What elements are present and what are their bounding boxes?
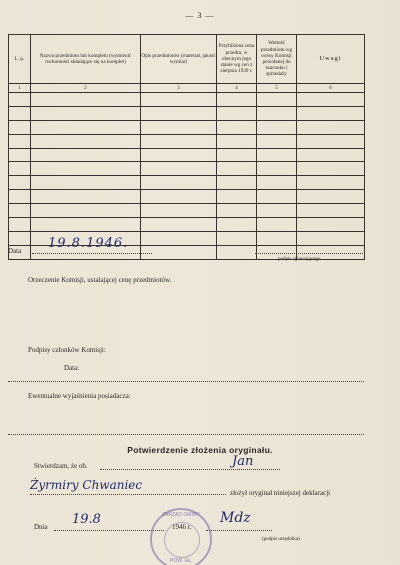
- table-cell: [141, 134, 217, 148]
- table-cell: [217, 190, 257, 204]
- table-row: [9, 176, 365, 190]
- table-cell: [297, 218, 365, 232]
- table-cell: [217, 93, 257, 107]
- official-stamp: [150, 508, 212, 565]
- table-cell: [31, 106, 141, 120]
- table-cell: [141, 218, 217, 232]
- stamp-text-top: ZARZĄD GMINY: [162, 512, 200, 518]
- table-cell: [31, 204, 141, 218]
- table-cell: [9, 218, 31, 232]
- commission-dotted-line: [8, 381, 364, 382]
- table-cell: [9, 162, 31, 176]
- date-label: Data: [8, 247, 22, 255]
- handwritten-name: Jan: [232, 454, 254, 469]
- table-cell: [9, 93, 31, 107]
- table-cell: [217, 231, 257, 245]
- names-dotted-line: [30, 494, 226, 495]
- table-cell: [217, 218, 257, 232]
- table-cell: [217, 120, 257, 134]
- table-cell: [257, 120, 297, 134]
- table-cell: [31, 148, 141, 162]
- table-cell: [217, 245, 257, 259]
- table-cell: [141, 106, 217, 120]
- table-cell: [257, 218, 297, 232]
- header-price-1939: Przybliżona cena przedm. w obecnym jego stanie wg cen z sierpnia 1939 r.: [217, 35, 257, 84]
- explanations-dotted-line: [8, 434, 364, 435]
- table-cell: [31, 93, 141, 107]
- table-cell: [297, 93, 365, 107]
- confirmation-statement-suffix: złożył oryginał niniejszej deklaracji: [230, 489, 331, 497]
- page-number: — 3 —: [185, 11, 215, 20]
- column-number: 4: [217, 84, 257, 93]
- table-cell: [257, 204, 297, 218]
- table-cell: [31, 190, 141, 204]
- commission-signatures-label: Podpisy członków Komisji:: [28, 346, 106, 354]
- handwritten-date: 19.8.1946.: [48, 236, 129, 251]
- table-row: [9, 120, 365, 134]
- header-item-name: Nazwa przedmiotu lub kompletu (wymienić ruchomości składające się na komplet): [31, 35, 141, 84]
- table-cell: [9, 176, 31, 190]
- table-row: [9, 218, 365, 232]
- table-cell: [31, 134, 141, 148]
- applicant-signature-line: [255, 253, 363, 254]
- confirmation-statement-prefix: Stwierdzam, że ob.: [34, 462, 88, 470]
- clerk-signature-line: [206, 530, 272, 531]
- table-cell: [257, 93, 297, 107]
- table-cell: [217, 148, 257, 162]
- column-number: 2: [31, 84, 141, 93]
- date-dotted-line: [32, 253, 152, 254]
- table-cell: [31, 218, 141, 232]
- applicant-signature-caption: podpis zgłaszającego: [278, 257, 321, 262]
- table-header-row: [9, 35, 365, 84]
- table-cell: [217, 176, 257, 190]
- table-row: [9, 148, 365, 162]
- header-description: Opis przedmiotów (materiał, jakość wymiar): [141, 35, 217, 84]
- table-cell: [9, 148, 31, 162]
- table-cell: [141, 162, 217, 176]
- table-cell: [217, 162, 257, 176]
- table-cell: [257, 106, 297, 120]
- table-row: [9, 134, 365, 148]
- table-cell: [257, 176, 297, 190]
- table-cell: [31, 176, 141, 190]
- table-row: [9, 106, 365, 120]
- table-cell: [257, 148, 297, 162]
- table-cell: [141, 93, 217, 107]
- table-cell: [257, 190, 297, 204]
- commission-date-label: Data:: [64, 364, 80, 372]
- commission-opinion-label: Orzeczenie Komisji, ustalającej cenę przedmiotów.: [28, 276, 172, 284]
- table-cell: [31, 162, 141, 176]
- table-cell: [9, 231, 31, 245]
- table-cell: [141, 190, 217, 204]
- table-cell: [217, 204, 257, 218]
- table-cell: [141, 148, 217, 162]
- table-cell: [297, 190, 365, 204]
- clerk-signature-caption: (podpis urzędnika): [262, 537, 300, 542]
- table-cell: [217, 134, 257, 148]
- table-cell: [9, 106, 31, 120]
- stamp-emblem: [164, 522, 200, 558]
- table-cell: [297, 120, 365, 134]
- table-cell: [141, 204, 217, 218]
- header-commission-value: Wartość przedmiotu wg oceny Komisji powołanej do szacunku i sprzedaży: [257, 35, 297, 84]
- table-cell: [9, 204, 31, 218]
- header-lp: L. p.: [9, 35, 31, 84]
- citizen-name-line: [100, 469, 280, 470]
- table-cell: [31, 120, 141, 134]
- column-number: 1: [9, 84, 31, 93]
- table-row: [9, 162, 365, 176]
- table-cell: [141, 176, 217, 190]
- table-cell: [141, 231, 217, 245]
- table-cell: [297, 134, 365, 148]
- column-number: 5: [257, 84, 297, 93]
- table-row: [9, 190, 365, 204]
- confirmation-date-label: Dnia: [34, 523, 48, 531]
- table-cell: [257, 231, 297, 245]
- confirmation-title: Potwierdzenie złożenia oryginału.: [127, 445, 273, 455]
- table-cell: [297, 176, 365, 190]
- table-cell: [141, 120, 217, 134]
- handwritten-confirmation-date: 19.8: [72, 512, 101, 527]
- table-cell: [297, 204, 365, 218]
- table-cell: [297, 106, 365, 120]
- column-number: 3: [141, 84, 217, 93]
- table-cell: [297, 148, 365, 162]
- table-cell: [9, 120, 31, 134]
- owner-explanations-label: Ewentualne wyjaśnienia posiadacza:: [28, 392, 131, 400]
- table-row: [9, 93, 365, 107]
- column-number-row: [9, 84, 365, 93]
- table-cell: [9, 190, 31, 204]
- table-cell: [257, 162, 297, 176]
- table-cell: [297, 162, 365, 176]
- stamp-text-bottom: POW. GŁ.: [170, 558, 193, 564]
- column-number: 6: [297, 84, 365, 93]
- confirmation-year: 1946 r.: [172, 523, 192, 531]
- table-cell: [297, 231, 365, 245]
- table-cell: [257, 134, 297, 148]
- handwritten-names: Żyrmiry Chwaniec: [30, 478, 143, 492]
- header-remarks: Uwagi: [297, 35, 365, 84]
- clerk-signature: Mdz: [220, 510, 251, 526]
- inventory-table: [8, 34, 365, 260]
- confirmation-date-line: [54, 530, 164, 531]
- table-cell: [9, 134, 31, 148]
- table-cell: [217, 106, 257, 120]
- table-row: [9, 204, 365, 218]
